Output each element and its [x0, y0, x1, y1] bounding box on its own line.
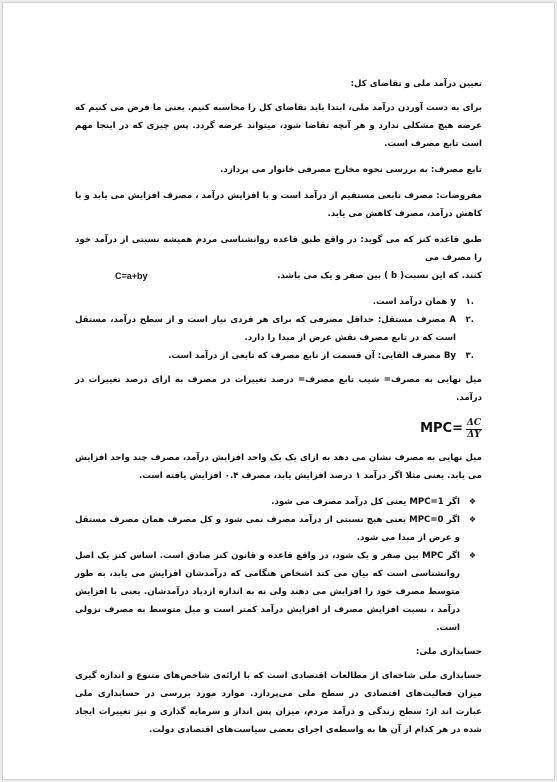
list-item-number: .۲	[465, 315, 474, 325]
list-item-text: By مصرف القایی: آن قسمت از تابع مصرف که تابعی از درآمد است.	[168, 351, 456, 361]
list-item-text: A مصرف مستقل: حداقل مصرفی که برای هر فردی نیاز است و از سطح درآمد، مستقل است که در تابع مصرف نقش عرض از مبدا را دارد.	[75, 315, 456, 343]
keynes-line-2: کنند. که این نسبت( b ) بین صفر و یک می باشد.	[277, 271, 482, 281]
diamond-bullet-icon: ❖	[468, 497, 476, 506]
mpc-label: MPC=	[420, 421, 463, 436]
list-item	[75, 311, 474, 347]
paragraph-keynes	[75, 231, 482, 285]
bullet-item	[75, 493, 476, 511]
list-item-number: .۱	[465, 297, 474, 307]
bullet-text: اگر MPC=0 یعنی هیچ نسبتی از درآمد مصرف نمی شود و کل مصرف همان مصرف مستقل و عرض از مبدا می شود.	[75, 515, 461, 543]
bullet-text: اگر MPC بین صفر و یک شود، در واقع قاعده و قانون کنز صادق است. اساس کنز یک اصل روانشناسی است که بیان می کند اشخاص هنگامی که درآمدشان افزایش می یابد، به طور متوسط مصرف خود را افزایش می دهند ولی نه به اندازه ازدیاد درآمدشان. یعنی با افزایش درآمد ، نسبت افزایش مصرف از افزایش درآمد کمتر است و میل متوسط به مصرف نزولی است.	[75, 551, 460, 633]
mpc-formula	[75, 415, 482, 443]
keynes-line-1: طبق قاعده کنز که می گوید: در واقع طبق قاعده روانشناسی مردم همیشه نسبتی از درآمد خود را مصرف می	[75, 235, 482, 263]
bullet-item	[75, 511, 476, 547]
consumption-formula: C=a+by	[115, 271, 148, 281]
bullet-text: اگر MPC=1 یعنی کل درآمد مصرف می شود.	[271, 497, 460, 507]
mpc-denominator: ΔY	[467, 429, 481, 440]
list-item-text: y همان درآمد است.	[372, 297, 456, 307]
list-item	[75, 347, 474, 365]
document-page	[2, 2, 555, 780]
list-item-number: .۳	[465, 351, 474, 361]
section-heading-national-accounting: حسابداری ملی:	[415, 647, 482, 657]
diamond-bullet-icon: ❖	[468, 551, 476, 560]
document-body	[75, 75, 482, 747]
paragraph-intro: برای به دست آوردن درآمد ملی، ابتدا باید تقاضای کل را محاسبه کنیم. یعنی ما فرض می کنیم که عرضه هیچ مشکلی ندارد و هر آنچه تقاضا شود، میتواند عرضه گردد. پس چیزی که در اینجا مهم است تابع مصرف است.	[75, 103, 482, 149]
section-heading-national-income: تعیین درآمد ملی و تقاضای کل:	[350, 79, 482, 89]
paragraph-national-accounting: حسابداری ملی شاخه‌ای از مطالعات اقتصادی است که با ارائه‌ی شاخص‌های متنوع و اندازه گیری میزان فعالیت‌های اقتصادی در سطح ملی می‌پردازد. موارد مورد بررسی در حسابداری ملی عبارت اند از: سطح زندگی و درآمد مردم، میزان پس انداز و سرمایه گذاری و نیز تغییرات ایجاد شده در هر کدام از آن ها به واسطه‌ی اجرای بعضی سیاست‌های اقتصادی دولت.	[75, 671, 482, 735]
bullet-list	[75, 493, 482, 637]
mpc-fraction	[466, 418, 482, 441]
mpc-numerator: ΔC	[466, 417, 482, 428]
diamond-bullet-icon: ❖	[468, 515, 476, 524]
numbered-list	[75, 293, 482, 365]
paragraph-mpc-explanation: میل نهایی به مصرف نشان می دهد به ازای یک یک واحد افزایش درآمد، مصرف چند واحد افزایش می یابد. یعنی مثلا اگر درآمد ۱ درصد افزایش یابد، مصرف ۰.۴ افزایش یافته است.	[75, 453, 482, 481]
bullet-item	[75, 547, 476, 637]
paragraph-mpc-definition: میل نهایی به مصرف= شیب تابع مصرف= درصد تغییرات در مصرف به ازای درصد تغییرات در درآمد.	[75, 375, 482, 403]
paragraph-consumption-function: تابع مصرف: به بررسی نحوه مخارج مصرفی خانوار می پردازد.	[220, 165, 482, 175]
paragraph-assumptions: مفروضات: مصرف تابعی مستقیم از درآمد است و با افزایش درآمد ، مصرف افزایش می یابد و با کاهش درآمد، مصرف کاهش می یابد.	[75, 191, 482, 219]
list-item	[75, 293, 474, 311]
